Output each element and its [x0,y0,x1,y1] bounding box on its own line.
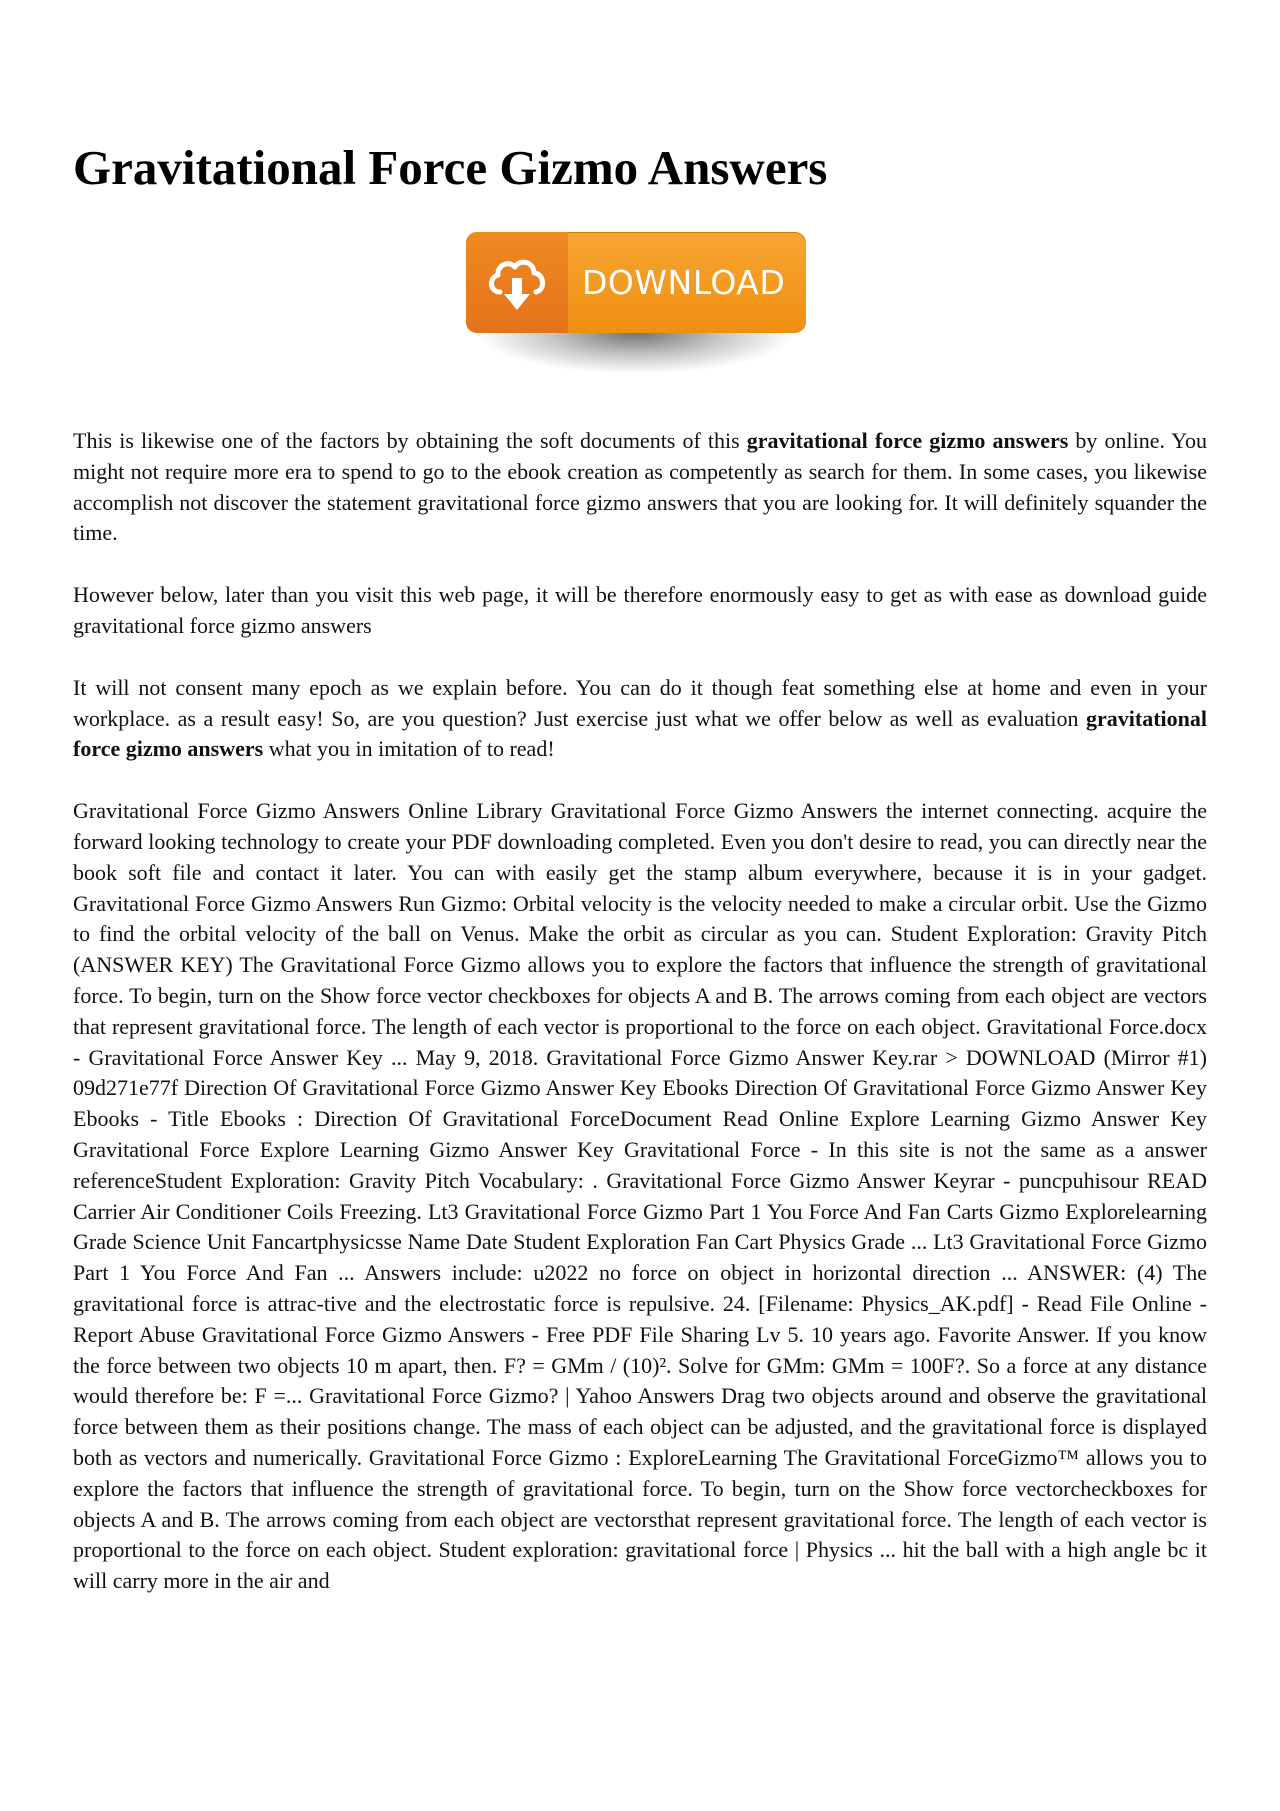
download-button[interactable] [466,232,806,333]
page-title: Gravitational Force Gizmo Answers [73,140,828,195]
intro-text-continued: by online. You might not require more era to spend to go to the ebook creation as competently as search for them. In some cases, you likewise accomplish not discover the statement gravitational force gizmo answers that you are looking for. It will definitely squander the time. [73,428,1207,546]
paragraph-download-guide: However below, later than you visit this web page, it will be therefore enormously easy to get as with ease as download guide gravitational force gizmo answers [73,582,1207,638]
download-banner [466,232,806,382]
download-label: DOWNLOAD [582,263,786,302]
cloud-download-icon [484,250,550,316]
button-shadow [480,333,792,373]
evaluation-text: It will not consent many epoch as we explain before. You can do it though feat something else at home and even in your workplace. as a result easy! So, are you question? Just exercise just what we offer below as well as evaluation [73,674,1207,731]
document-body [73,426,1207,1628]
paragraph-main-content: Gravitational Force Gizmo Answers Online Library Gravitational Force Gizmo Answers the internet connecting. acquire the forward looking technology to create your PDF downloading completed. Even you don't desire to read, you can directly near the book soft file and contact it later. You can with easily get the stamp album everywhere, because it is in your gadget. Gravitational Force Gizmo Answers Run Gizmo: Orbital velocity is the velocity needed to make a circular orbit. Use the Gizmo to find the orbital velocity of the ball on Venus. Make the orbit as circular as you can. Student Exploration: Gravity Pitch (ANSWER KEY) The Gravitational Force Gizmo allows you to explore the factors that influence the strength of gravitational force. To begin, turn on the Show force vector checkboxes for objects A and B. The arrows coming from each object are vectors that represent gravitational force. The length of each vector is proportional to the force on each object. Gravitational Force.docx - Gravitational Force Answer Key ... May 9, 2018. Gravitational Force Gizmo Answer Key.rar > DOWNLOAD (Mirror #1) 09d271e77f Direction Of Gravitational Force Gizmo Answer Key Ebooks Direction Of Gravitational Force Gizmo Answer Key Ebooks - Title Ebooks : Direction Of Gravitational ForceDocument Read Online Explore Learning Gizmo Answer Key Gravitational Force Explore Learning Gizmo Answer Key Gravitational Force - In this site is not the same as a answer referenceStudent Exploration: Gravity Pitch Vocabulary: . Gravitational Force Gizmo Answer Keyrar - puncpuhisour READ Carrier Air Conditioner Coils Freezing. Lt3 Gravitational Force Gizmo Part 1 You Force And Fan Carts Gizmo Explorelearning Grade Science Unit Fancartphysicsse Name Date Student Exploration Fan Cart Physics Grade ... Lt3 Gravitational Force Gizmo Part 1 You Force And Fan ... Answers include: u2022 no force on object in horizontal direction ... ANSWER: (4) The gravitational force is attrac-tive and the electrostatic force is repulsive. 24. [Filename: Physics_AK.pdf] - Read File Online - Report Abuse Gravitational Force Gizmo Answers - Free PDF File Sharing Lv 5. 10 years ago. Favorite Answer. If you know the force between two objects 10 m apart, then. F? = GMm / (10)². Solve for GMm: GMm = 100F?. So a force at any distance would therefore be: F =... Gravitational Force Gizmo? | Yahoo Answers Drag two objects around and observe the gravitational force between them as their positions change. The mass of each object can be adjusted, and the gravitational force is displayed both as vectors and numerically. Gravitational Force Gizmo : ExploreLearning The Gravitational ForceGizmo™ allows you to explore the factors that influence the strength of gravitational force. To begin, turn on the Show force vectorcheckboxes for objects A and B. The arrows coming from each object are vectorsthat represent gravitational force. The length of each vector is proportional to the force on each object. Student exploration: gravitational force | Physics ... hit the ball with a high angle bc it will carry more in the air and [73,798,1207,1594]
intro-text: This is likewise one of the factors by obtaining the soft documents of this [73,428,747,453]
evaluation-keyword: gravitational force gizmo answers [73,705,1207,762]
intro-keyword: gravitational force gizmo answers [746,428,1069,453]
evaluation-text-continued: what you in imitation of to read! [263,736,555,762]
paragraph-intro [73,426,1207,549]
download-icon-zone [466,232,568,333]
paragraph-evaluation [73,673,1207,765]
